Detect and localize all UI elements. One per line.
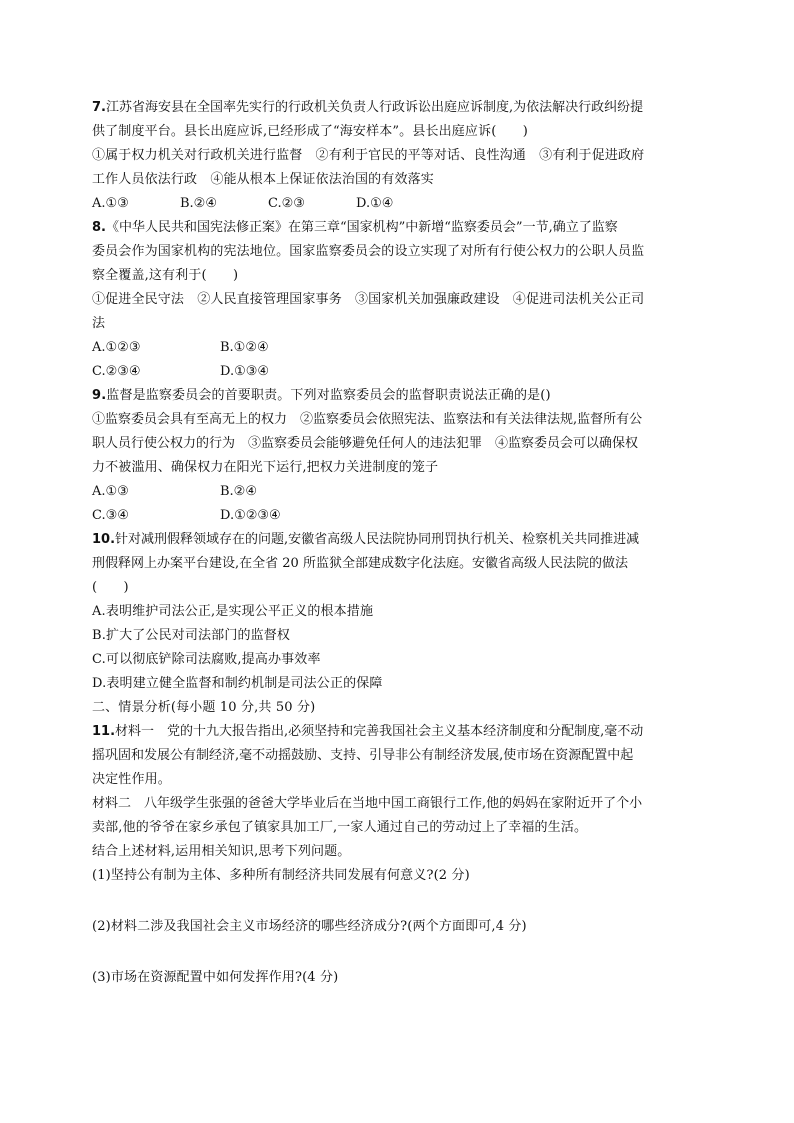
question-text-line: 材料二 八年级学生张强的爸爸大学毕业后在当地中国工商银行工作,他的妈妈在家附近开了个小 bbox=[92, 796, 643, 811]
question-text-line: 10.针对减刑假释领域存在的问题,安徽省高级人民法院协同刑罚执行机关、检察机关共同推进减 bbox=[92, 532, 640, 547]
option-d: D.①②③④ bbox=[220, 508, 281, 523]
option-d: D.①④ bbox=[356, 196, 394, 211]
section-heading: 二、情景分析(每小题 10 分,共 50 分) bbox=[92, 700, 316, 715]
question-text-line: ( ) bbox=[92, 580, 129, 595]
answer-options bbox=[92, 192, 702, 216]
option-b: B.②④ bbox=[220, 484, 257, 499]
option-c: C.②③ bbox=[268, 196, 305, 211]
answer-options bbox=[92, 480, 702, 504]
answer-space bbox=[92, 939, 702, 966]
sub-question-3: (3)市场在资源配置中如何发挥作用?(4 分) bbox=[92, 970, 339, 985]
question-10 bbox=[92, 528, 702, 696]
option-a: A.①②③ bbox=[92, 340, 141, 355]
sub-question-1: (1)坚持公有制为主体、多种所有制经济共同发展有何意义?(2 分) bbox=[92, 868, 470, 883]
option-b: B.②④ bbox=[180, 196, 217, 211]
option-c: C.可以彻底铲除司法腐败,提高办事效率 bbox=[92, 652, 321, 667]
question-text-line: 刑假释网上办案平台建设,在全省 20 所监狱全部建成数字化法庭。安徽省高级人民法院的做法 bbox=[92, 556, 628, 571]
question-text-line: 力不被滥用、确保权力在阳光下运行,把权力关进制度的笼子 bbox=[92, 460, 439, 475]
question-text-line: 察全覆盖,这有利于( ) bbox=[92, 268, 239, 283]
question-text-line: 摇巩固和发展公有制经济,毫不动摇鼓励、支持、引导非公有制经济发展,使市场在资源配置中起 bbox=[92, 748, 634, 763]
question-text-line: 卖部,他的爷爷在家乡承包了镇家具加工厂,一家人通过自己的劳动过上了幸福的生活。 bbox=[92, 820, 588, 835]
option-a: A.①③ bbox=[92, 196, 129, 211]
option-d: D.表明建立健全监督和制约机制是司法公正的保障 bbox=[92, 676, 383, 691]
option-a: A.表明维护司法公正,是实现公平正义的根本措施 bbox=[92, 604, 374, 619]
question-text-line: 供了制度平台。县长出庭应诉,已经形成了“海安样本”。县长出庭应诉( ) bbox=[92, 124, 528, 139]
answer-options bbox=[92, 336, 702, 360]
question-number: 8. bbox=[92, 220, 106, 235]
exam-page bbox=[92, 96, 702, 990]
question-text-line: 法 bbox=[92, 316, 106, 331]
question-text-line: ①监察委员会具有至高无上的权力 ②监察委员会依照宪法、监察法和有关法律法规,监督所有公 bbox=[92, 412, 643, 427]
option-b: B.扩大了公民对司法部门的监督权 bbox=[92, 628, 291, 643]
question-text-line: 决定性作用。 bbox=[92, 772, 171, 787]
question-text-line: 委员会作为国家机构的宪法地位。国家监察委员会的设立实现了对所有行使公权力的公职人员监 bbox=[92, 244, 645, 259]
question-text-line: 8.《中华人民共和国宪法修正案》在第三章“国家机构”中新增“监察委员会”一节,确立了监察 bbox=[92, 220, 618, 235]
question-number: 10. bbox=[92, 532, 116, 547]
question-text-line: 7.江苏省海安县在全国率先实行的行政机关负责人行政诉讼出庭应诉制度,为依法解决行政纠纷提 bbox=[92, 100, 644, 115]
sub-question-2: (2)材料二涉及我国社会主义市场经济的哪些经济成分?(两个方面即可,4 分) bbox=[92, 919, 527, 934]
question-text-line: 11.材料一 党的十九大报告指出,必须坚持和完善我国社会主义基本经济制度和分配制度,毫不动 bbox=[92, 724, 644, 739]
question-text-line: 工作人员依法行政 ④能从根本上保证依法治国的有效落实 bbox=[92, 172, 434, 187]
option-c: C.②③④ bbox=[92, 364, 141, 379]
question-text-line: ①属于权力机关对行政机关进行监督 ②有利于官民的平等对话、良性沟通 ③有利于促进政府 bbox=[92, 148, 645, 163]
question-number: 9. bbox=[92, 388, 107, 403]
answer-options bbox=[92, 504, 702, 528]
question-8 bbox=[92, 216, 702, 384]
option-c: C.③④ bbox=[92, 508, 129, 523]
option-b: B.①②④ bbox=[220, 340, 269, 355]
question-number: 11. bbox=[92, 724, 116, 739]
question-text-line: 结合上述材料,运用相关知识,思考下列问题。 bbox=[92, 844, 351, 859]
question-text-line: 9.监督是监察委员会的首要职责。下列对监察委员会的监督职责说法正确的是() bbox=[92, 388, 551, 403]
question-text-line: 职人员行使公权力的行为 ③监察委员会能够避免任何人的违法犯罪 ④监察委员会可以确保权 bbox=[92, 436, 639, 451]
option-a: A.①③ bbox=[92, 484, 129, 499]
answer-options bbox=[92, 360, 702, 384]
question-9 bbox=[92, 384, 702, 528]
question-7 bbox=[92, 96, 702, 216]
answer-space bbox=[92, 888, 702, 915]
question-number: 7. bbox=[92, 100, 106, 115]
question-text-line: ①促进全民守法 ②人民直接管理国家事务 ③国家机关加强廉政建设 ④促进司法机关公正司 bbox=[92, 292, 645, 307]
option-d: D.①③④ bbox=[220, 364, 270, 379]
question-11 bbox=[92, 720, 702, 990]
